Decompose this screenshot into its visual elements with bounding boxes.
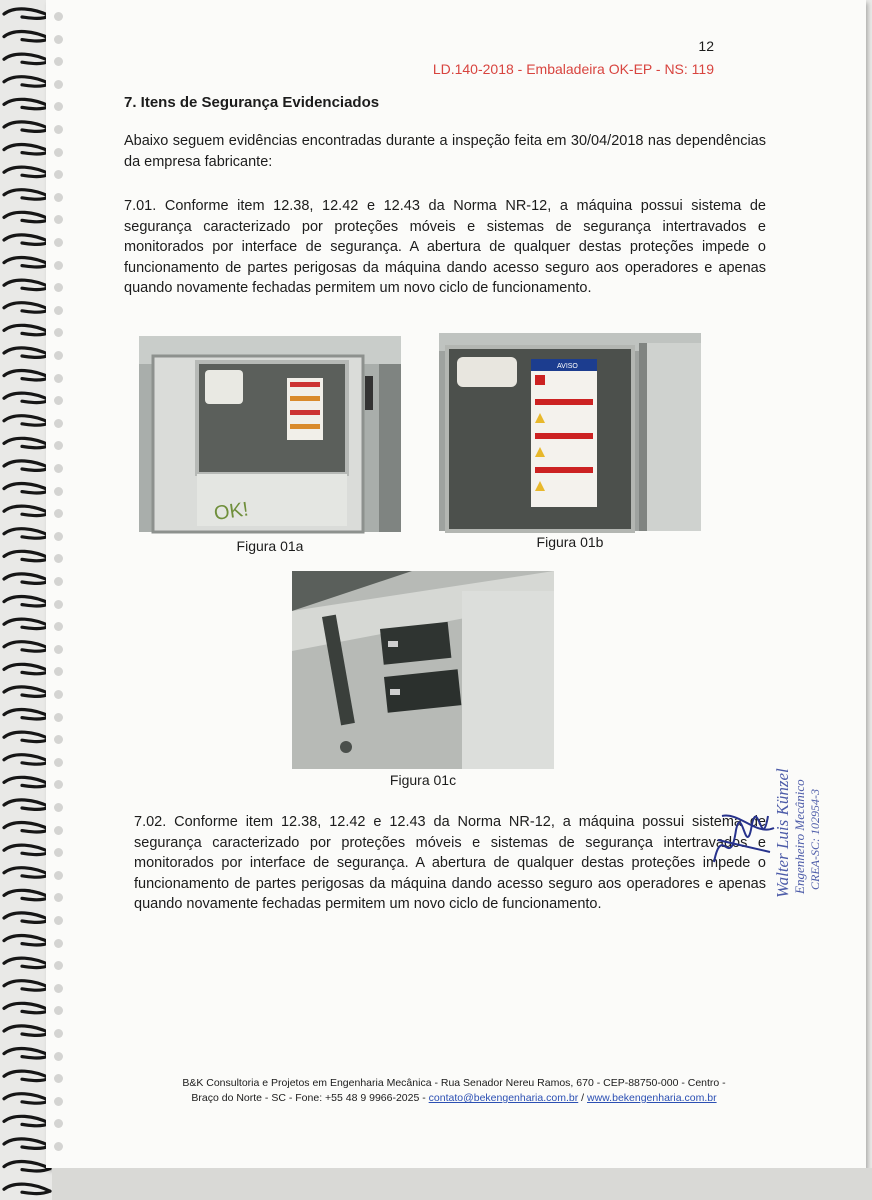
spiral-coil [4, 1139, 50, 1148]
punch-hole [54, 893, 63, 902]
punch-hole [54, 961, 63, 970]
punch-hole [54, 57, 63, 66]
punch-hole [54, 1119, 63, 1128]
punch-hole [54, 148, 63, 157]
spiral-coil [4, 1071, 50, 1080]
punch-hole [54, 554, 63, 563]
spiral-binding [0, 0, 52, 1200]
figure-01a-caption: Figura 01a [236, 538, 304, 554]
spiral-coil [4, 438, 50, 447]
punch-hole [54, 758, 63, 767]
punch-hole [54, 170, 63, 179]
spiral-coil [4, 732, 50, 741]
spiral-coil [4, 258, 50, 267]
spiral-coil [4, 958, 50, 967]
punch-hole [54, 283, 63, 292]
punch-hole [54, 645, 63, 654]
spiral-coil [4, 484, 50, 493]
punch-hole [54, 80, 63, 89]
footer-contact-line [142, 1091, 766, 1106]
punch-hole [54, 35, 63, 44]
spiral-coil [4, 371, 50, 380]
punch-hole [54, 509, 63, 518]
figure-01c-photo [292, 571, 554, 769]
spiral-coil [4, 235, 50, 244]
item-7-02-paragraph: 7.02. Conforme item 12.38, 12.42 e 12.43 da Norma NR-12, a máquina possui sistema de segurança caracterizado por proteções móveis e sistemas de segurança intertravados e monitorados por interface de segurança. A abertura de qualquer destas proteções impede o funcionamento de partes perigosas da máquina dando acesso seguro aos operadores e apenas quando novamente fechadas permitem um novo ciclo de funcionamento. [134, 814, 766, 912]
punch-hole [54, 1097, 63, 1106]
spiral-coil [4, 54, 50, 63]
punch-hole [54, 939, 63, 948]
figure-01a-photo [139, 336, 401, 532]
signature-mark [714, 816, 774, 862]
spiral-coil [4, 981, 50, 990]
spiral-coil [4, 506, 50, 515]
spiral-coil [4, 529, 50, 538]
spiral-coil [4, 574, 50, 583]
footer-website-link[interactable]: www.bekengenharia.com.br [587, 1092, 717, 1104]
punch-hole [54, 780, 63, 789]
footer-separator: / [578, 1092, 588, 1104]
punch-hole [54, 351, 63, 360]
page-stack-edge [52, 1168, 872, 1200]
spiral-coil [4, 348, 50, 357]
spiral-coil [4, 303, 50, 312]
punch-hole [54, 1142, 63, 1151]
spiral-coil [4, 280, 50, 289]
punch-hole [54, 193, 63, 202]
spiral-coil [4, 416, 50, 425]
stamp-title: Engenheiro Mecânico [792, 779, 807, 894]
punch-hole [54, 735, 63, 744]
punch-hole [54, 125, 63, 134]
figure-01b-sign-text: AVISO [557, 363, 578, 370]
stamp-registration: CREA-SC: 102954-3 [808, 789, 822, 890]
figure-01a-machine-text: OK! [212, 498, 250, 525]
spiral-coil [4, 845, 50, 854]
page-footer [142, 1076, 766, 1106]
punch-hole [54, 396, 63, 405]
footer-email-link[interactable]: contato@bekengenharia.com.br [428, 1092, 579, 1104]
punch-hole [54, 102, 63, 111]
spiral-coil [4, 77, 50, 86]
footer-phone: Braço do Norte - SC - Fone: +55 48 9 9966-2025 - [191, 1092, 429, 1104]
section-title: 7. Itens de Segurança Evidenciados [124, 94, 380, 111]
spiral-coil [4, 32, 50, 41]
punch-hole [54, 441, 63, 450]
punch-hole [54, 984, 63, 993]
spiral-coil [4, 393, 50, 402]
spiral-coil [4, 1026, 50, 1035]
punch-hole [54, 532, 63, 541]
spiral-coil [4, 913, 50, 922]
spiral-coil [4, 461, 50, 470]
punch-hole [54, 622, 63, 631]
spiral-coil [4, 868, 50, 877]
spiral-coil [4, 551, 50, 560]
item-7-01-paragraph: 7.01. Conforme item 12.38, 12.42 e 12.43 da Norma NR-12, a máquina possui sistema de segurança caracterizado por proteções móveis e sistemas de segurança intertravados e monitorados por interface de segurança. A abertura de qualquer destas proteções impede o funcionamento de partes perigosas da máquina dando acesso seguro aos operadores e apenas quando novamente fechadas permitem um novo ciclo de funcionamento. [124, 198, 766, 296]
spiral-coil [4, 664, 50, 673]
spiral-coil [4, 936, 50, 945]
punch-hole [54, 600, 63, 609]
punch-hole [54, 464, 63, 473]
spiral-coil [4, 99, 50, 108]
spiral-coil [4, 642, 50, 651]
spiral-coil [4, 1003, 50, 1012]
spiral-coil [4, 122, 50, 131]
punch-hole [54, 713, 63, 722]
punch-hole [54, 1029, 63, 1038]
spiral-coil [4, 710, 50, 719]
spiral-coil [4, 823, 50, 832]
spiral-coil [4, 1049, 50, 1058]
header-reference: LD.140-2018 - Embaladeira OK-EP - NS: 119 [432, 61, 714, 77]
spiral-coil [4, 190, 50, 199]
punch-hole [54, 1006, 63, 1015]
footer-address: B&K Consultoria e Projetos em Engenharia Mecânica - Rua Senador Nereu Ramos, 670 - CEP-88750-000 - Centro - [182, 1077, 726, 1089]
punch-hole [54, 667, 63, 676]
spiral-coil [4, 1094, 50, 1103]
spiral-coil [4, 597, 50, 606]
punch-hole [54, 871, 63, 880]
intro-paragraph: Abaixo seguem evidências encontradas durante a inspeção feita em 30/04/2018 nas dependências da empresa fabricante: [124, 133, 766, 170]
punch-hole [54, 690, 63, 699]
spiral-coil [4, 1162, 50, 1171]
figure-01b-photo [439, 333, 701, 531]
spiral-coil [4, 755, 50, 764]
punch-hole [54, 487, 63, 496]
punch-hole [54, 803, 63, 812]
punch-hole [54, 1052, 63, 1061]
spiral-coil [4, 145, 50, 154]
punch-hole [54, 826, 63, 835]
spiral-coil [4, 1116, 50, 1125]
stamp-name: Walter Luis Künzel [773, 768, 792, 898]
document-page [46, 0, 866, 1168]
punch-hole [54, 238, 63, 247]
spiral-coil [4, 800, 50, 809]
page-number: 12 [698, 38, 714, 54]
figure-01b-caption: Figura 01b [536, 534, 604, 550]
spiral-coil [4, 212, 50, 221]
punch-hole [54, 916, 63, 925]
punch-hole [54, 577, 63, 586]
punch-hole [54, 12, 63, 21]
punch-hole [54, 215, 63, 224]
punch-hole [54, 419, 63, 428]
punch-hole [54, 261, 63, 270]
spiral-coil [4, 619, 50, 628]
punch-hole [54, 848, 63, 857]
spiral-coil [4, 687, 50, 696]
spiral-coil [4, 1184, 50, 1193]
spiral-coil [4, 167, 50, 176]
figure-01c-caption: Figura 01c [389, 772, 457, 788]
spiral-coil [4, 890, 50, 899]
spiral-coil [4, 325, 50, 334]
spiral-coil [4, 777, 50, 786]
engineer-stamp [700, 712, 822, 902]
punch-hole [54, 1074, 63, 1083]
punch-hole [54, 374, 63, 383]
punch-hole [54, 328, 63, 337]
spiral-coil [4, 9, 50, 18]
punch-hole [54, 306, 63, 315]
